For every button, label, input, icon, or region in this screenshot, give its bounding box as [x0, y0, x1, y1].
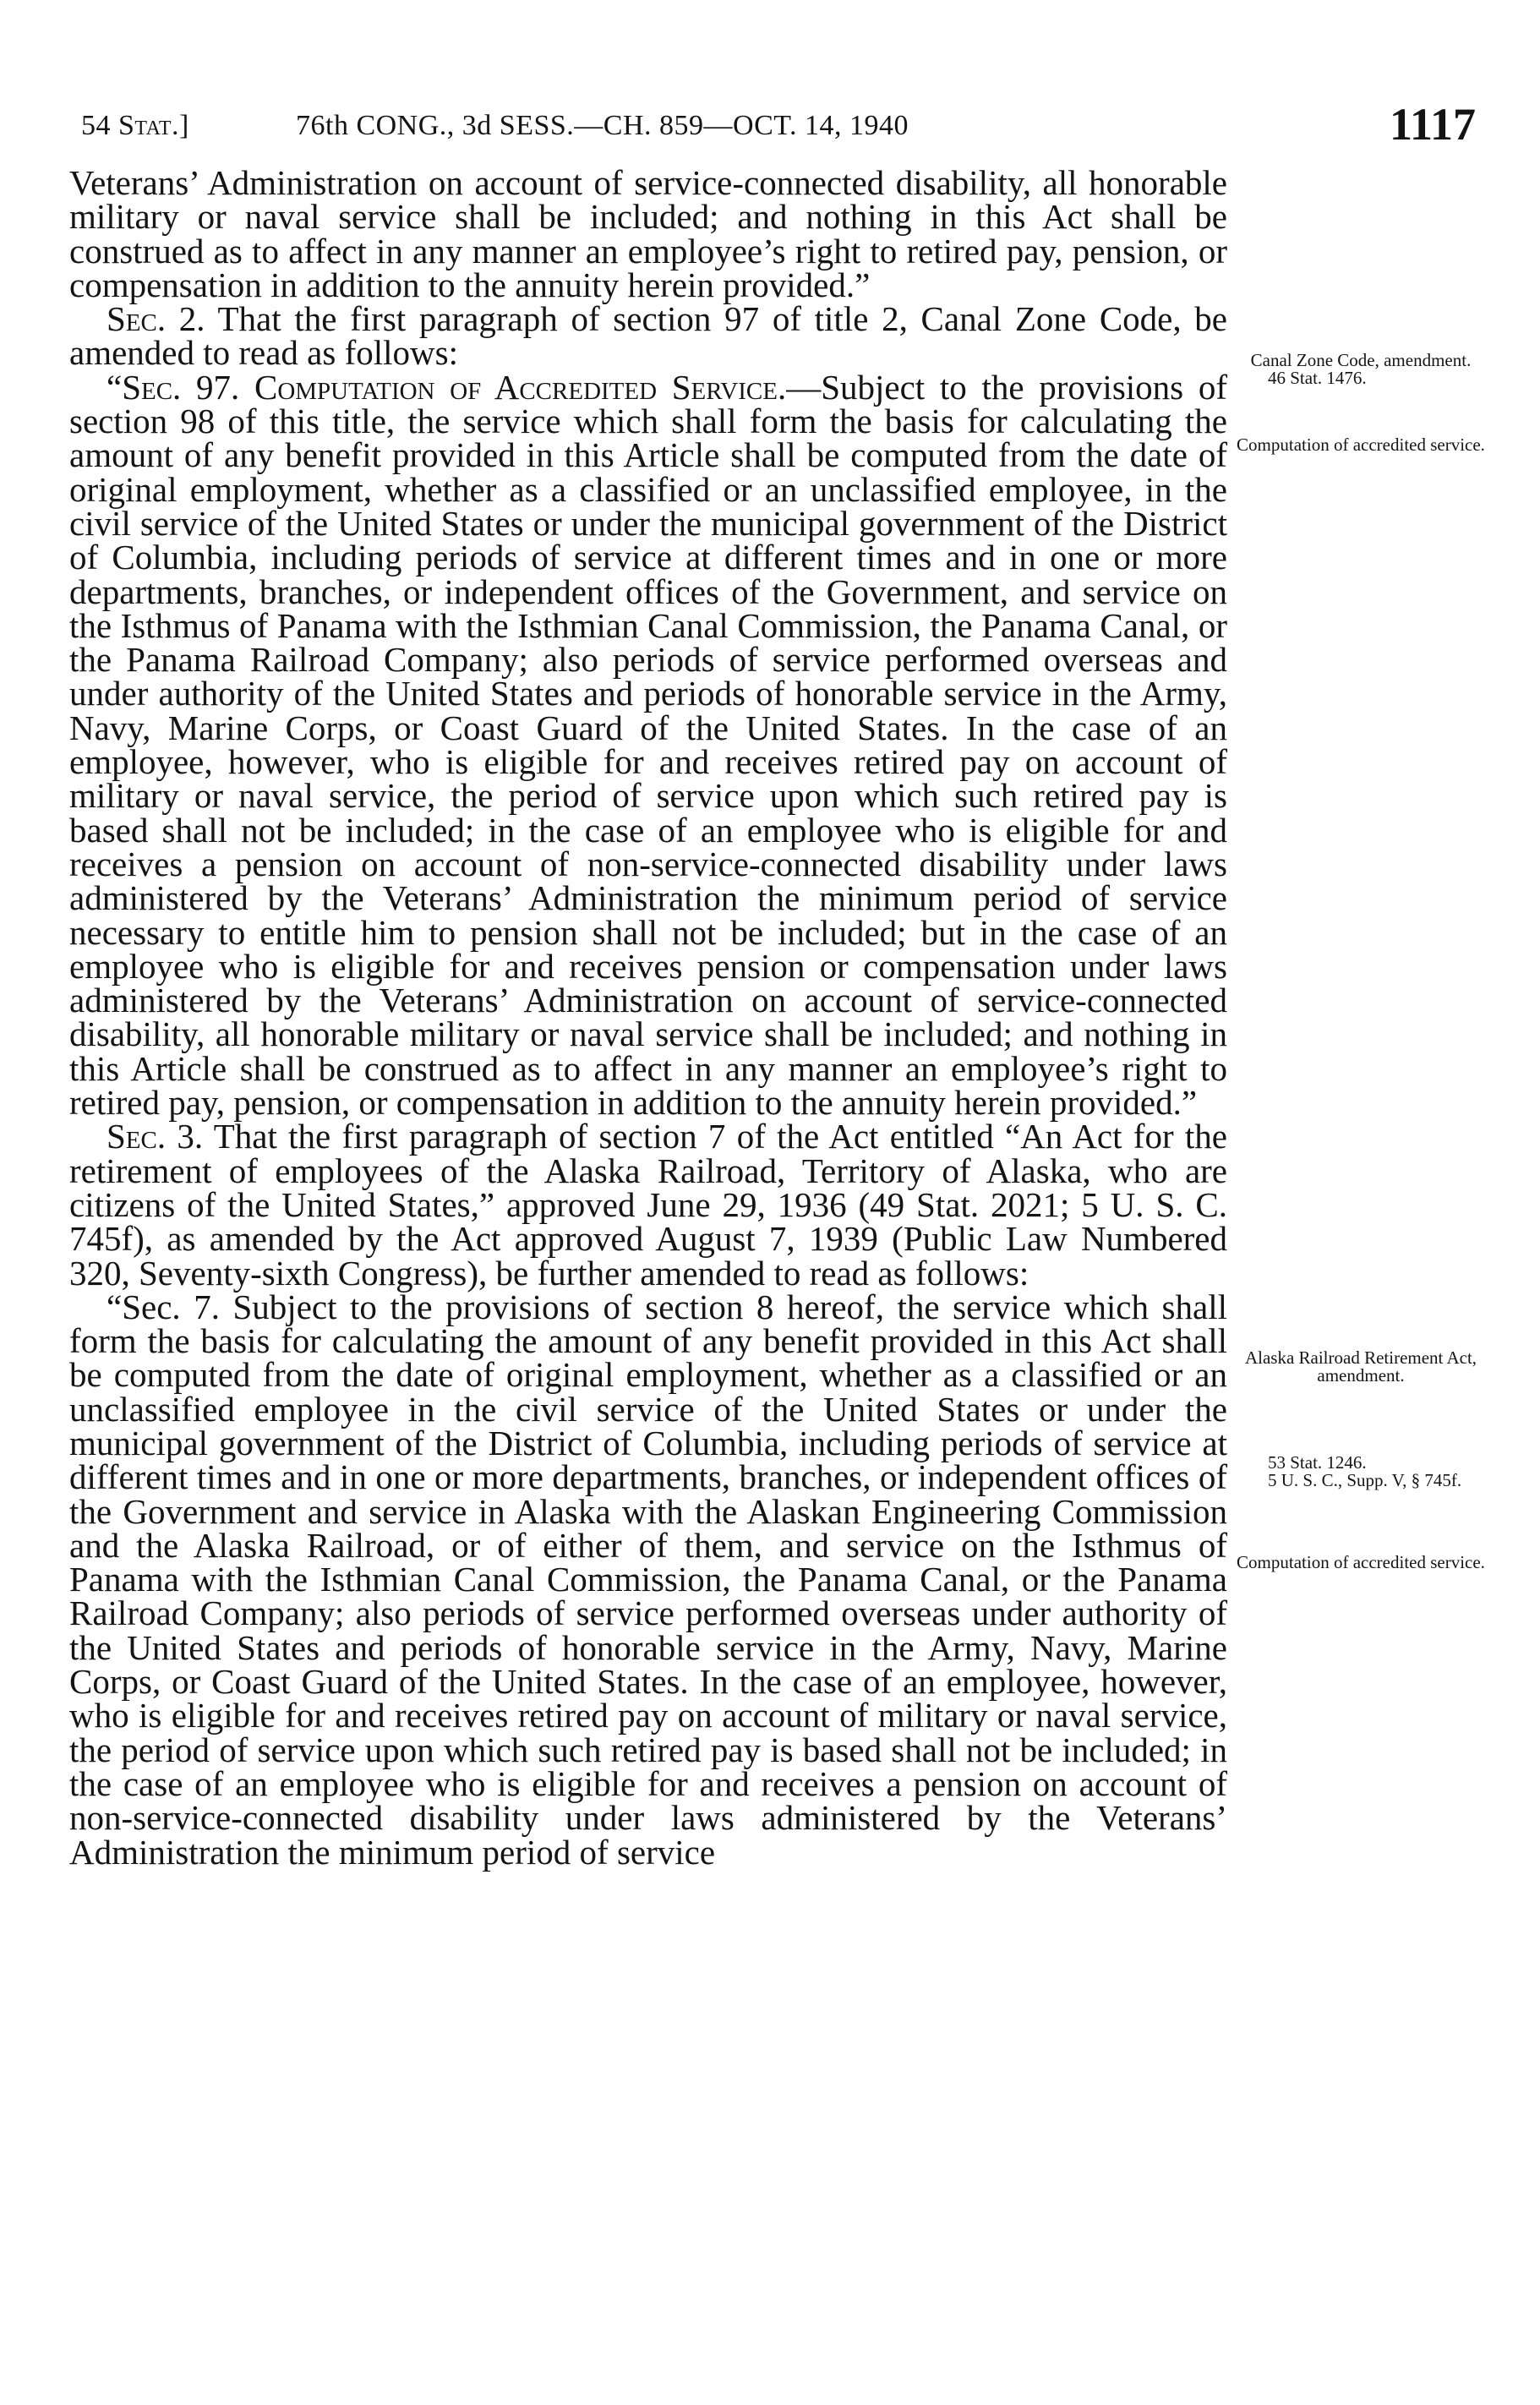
paragraph-text: Veterans’ Administration on account of service-connected disability, all honorable military or naval service shall be included; and nothing in this Act shall be construed as to affect in any manner an employee’s right to retired pay, pension, or compensation in addition to the annuity herein provided.” [69, 163, 1227, 304]
section-97-heading: “Sec. 97. Computation of Accredited Service. [106, 367, 787, 407]
margin-note-citations [1234, 1454, 1488, 1489]
margin-note-canal-zone [1234, 352, 1488, 387]
section-7-paragraph [69, 1287, 1227, 1872]
section-97-text: —Subject to the provisions of section 98 of this title, the service which shall form the basis for calculating the amount of any benefit provided in this Article shall be computed from the date of original employment, whether as a classified or an unclassified employee, in the civil service of the United States or under the municipal government of the District of Columbia, including periods of service at different times and in one or more departments, branches, or independent offices of the Government, and service on the Isthmus of Panama with the Isthmian Canal Commission, the Panama Canal, or the Panama Railroad Company; also periods of service performed overseas and under authority of the United States and periods of honorable service in the Army, Navy, Marine Corps, or Coast Guard of the United States. In the case of an employee, however, who is eligible for and receives retired pay on account of military or naval service, the period of service upon which such retired pay is based shall not be included; in the case of an employee who is eligible for and receives a pension on account of non-service-connected disability under laws administered by the Veterans’ Administration the minimum period of service necessary to entitle him to pension shall not be included; but in the case of an employee who is eligible for and receives pension or compensation under laws administered by the Veterans’ Administration on account of service-connected disability, all honorable military or naval service shall be included; and nothing in this Article shall be construed as to affect in any manner an employee’s right to retired pay, pension, or compensation in addition to the annuity herein provided.” [69, 367, 1227, 1123]
margin-note-citation: 5 U. S. C., Supp. V, § 745f. [1268, 1470, 1462, 1490]
margin-note-alaska-railroad [1234, 1349, 1488, 1385]
section-7-label: “Sec. 7. [106, 1287, 220, 1326]
margin-note-text: Alaska Railroad Retirement Act, amendment. [1244, 1347, 1477, 1386]
section-3-text: That the first paragraph of section 7 of the Act entitled “An Act for the retirement of employees of the Alaska Railroad, Territory of Alaska, who are citizens of the United States,” approved June 29, 1936 (49 Stat. 2021; 5 U. S. C. 745f), as amended by the Act approved August 7, 1939 (Public Law Numbered 320, Seventy-sixth Congress), be further amended to read as follows: [69, 1117, 1227, 1293]
page-header [81, 98, 1476, 149]
section-3-label: Sec. 3. [106, 1117, 204, 1156]
section-2-paragraph [69, 299, 1228, 373]
volume-reference: 54 Stat.] [81, 110, 189, 141]
margin-note-computation [1234, 1554, 1488, 1571]
main-text [69, 163, 1228, 1872]
margin-note-citation: 46 Stat. 1476. [1268, 368, 1367, 388]
section-7-text: Subject to the provisions of section 8 hereof, the service which shall form the basis for calculating the amount of any benefit provided in this Act shall be computed from the date of original employment, whether as a classified or an unclassified employee in the civil service of the United States or under the municipal government of the District of Columbia, including periods of service at different times and in one or more departments, branches, or independent offices of the Government and service in Alaska with the Alaskan Engineering Commission and the Alaska Railroad, or of either of them, and service on the Isthmus of Panama with the Isthmian Canal Commission, the Panama Canal, or the Panama Railroad Company; also periods of service performed overseas under authority of the United States and periods of honorable service in the Army, Navy, Marine Corps, or Coast Guard of the United States. In the case of an employee, however, who is eligible for and receives retired pay on account of military or naval service, the period of service upon which such retired pay is based shall not be included; in the case of an employee who is eligible for and receives a pension on account of non-service-connected disability under laws administered by the Veterans’ Administration the minimum period of service [69, 1287, 1227, 1872]
margin-note-citation: 53 Stat. 1246. [1268, 1452, 1367, 1473]
page-number: 1117 [1389, 99, 1476, 150]
margin-note-text: Computation of accredited service. [1237, 435, 1485, 455]
margin-note-text: Canal Zone Code, amendment. [1250, 350, 1472, 370]
running-head: 76th CONG., 3d SESS.—CH. 859—OCT. 14, 1940 [296, 110, 909, 141]
section-2-label: Sec. 2. [106, 299, 205, 339]
margin-note-text: Computation of accredited service. [1237, 1552, 1485, 1572]
section-2-text: That the first paragraph of section 97 of title 2, Canal Zone Code, be amended to read as follows: [69, 299, 1228, 373]
section-97-paragraph [69, 367, 1227, 1123]
margin-note-computation [1234, 436, 1488, 454]
section-3-paragraph [69, 1117, 1227, 1293]
continuation-paragraph [69, 163, 1227, 304]
